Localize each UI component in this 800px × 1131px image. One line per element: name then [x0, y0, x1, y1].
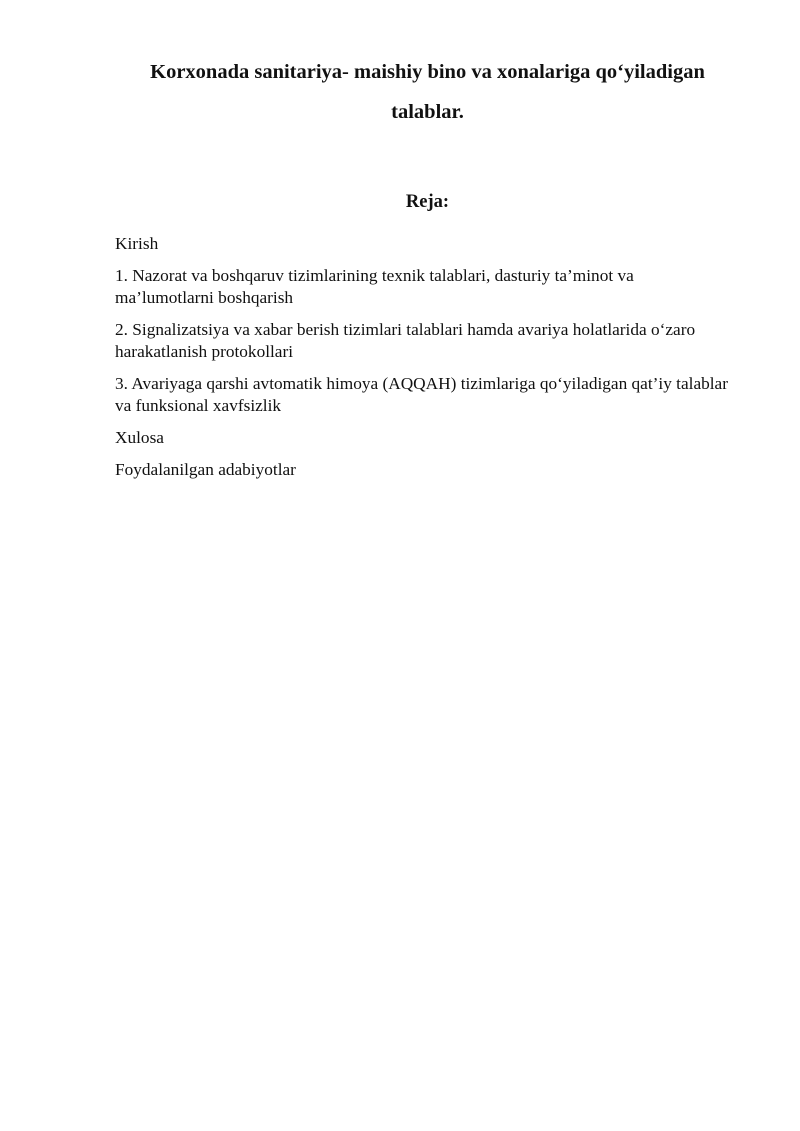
document-title: Korxonada sanitariya- maishiy bino va xonalariga qo‘yiladigan talablar. — [150, 61, 705, 123]
plan-item-references: Foydalanilgan adabiyotlar — [115, 460, 296, 479]
plan-item-3: 3. Avariyaga qarshi avtomatik himoya (AQQAH) tizimlariga qo‘yiladigan qat’iy talablar va funksional xavfsizlik — [115, 374, 728, 415]
plan-item-1: 1. Nazorat va boshqaruv tizimlarining texnik talablari, dasturiy ta’minot va ma’lumotlarni boshqarish — [115, 266, 634, 307]
plan-item-conclusion: Xulosa — [115, 428, 164, 447]
plan-heading: Reja: — [405, 192, 450, 212]
plan-item-intro: Kirish — [115, 234, 159, 253]
plan-list — [115, 233, 730, 491]
plan-item-2: 2. Signalizatsiya va xabar berish tizimlari talablari hamda avariya holatlarida o‘zaro harakatlanish protokollari — [115, 320, 696, 361]
